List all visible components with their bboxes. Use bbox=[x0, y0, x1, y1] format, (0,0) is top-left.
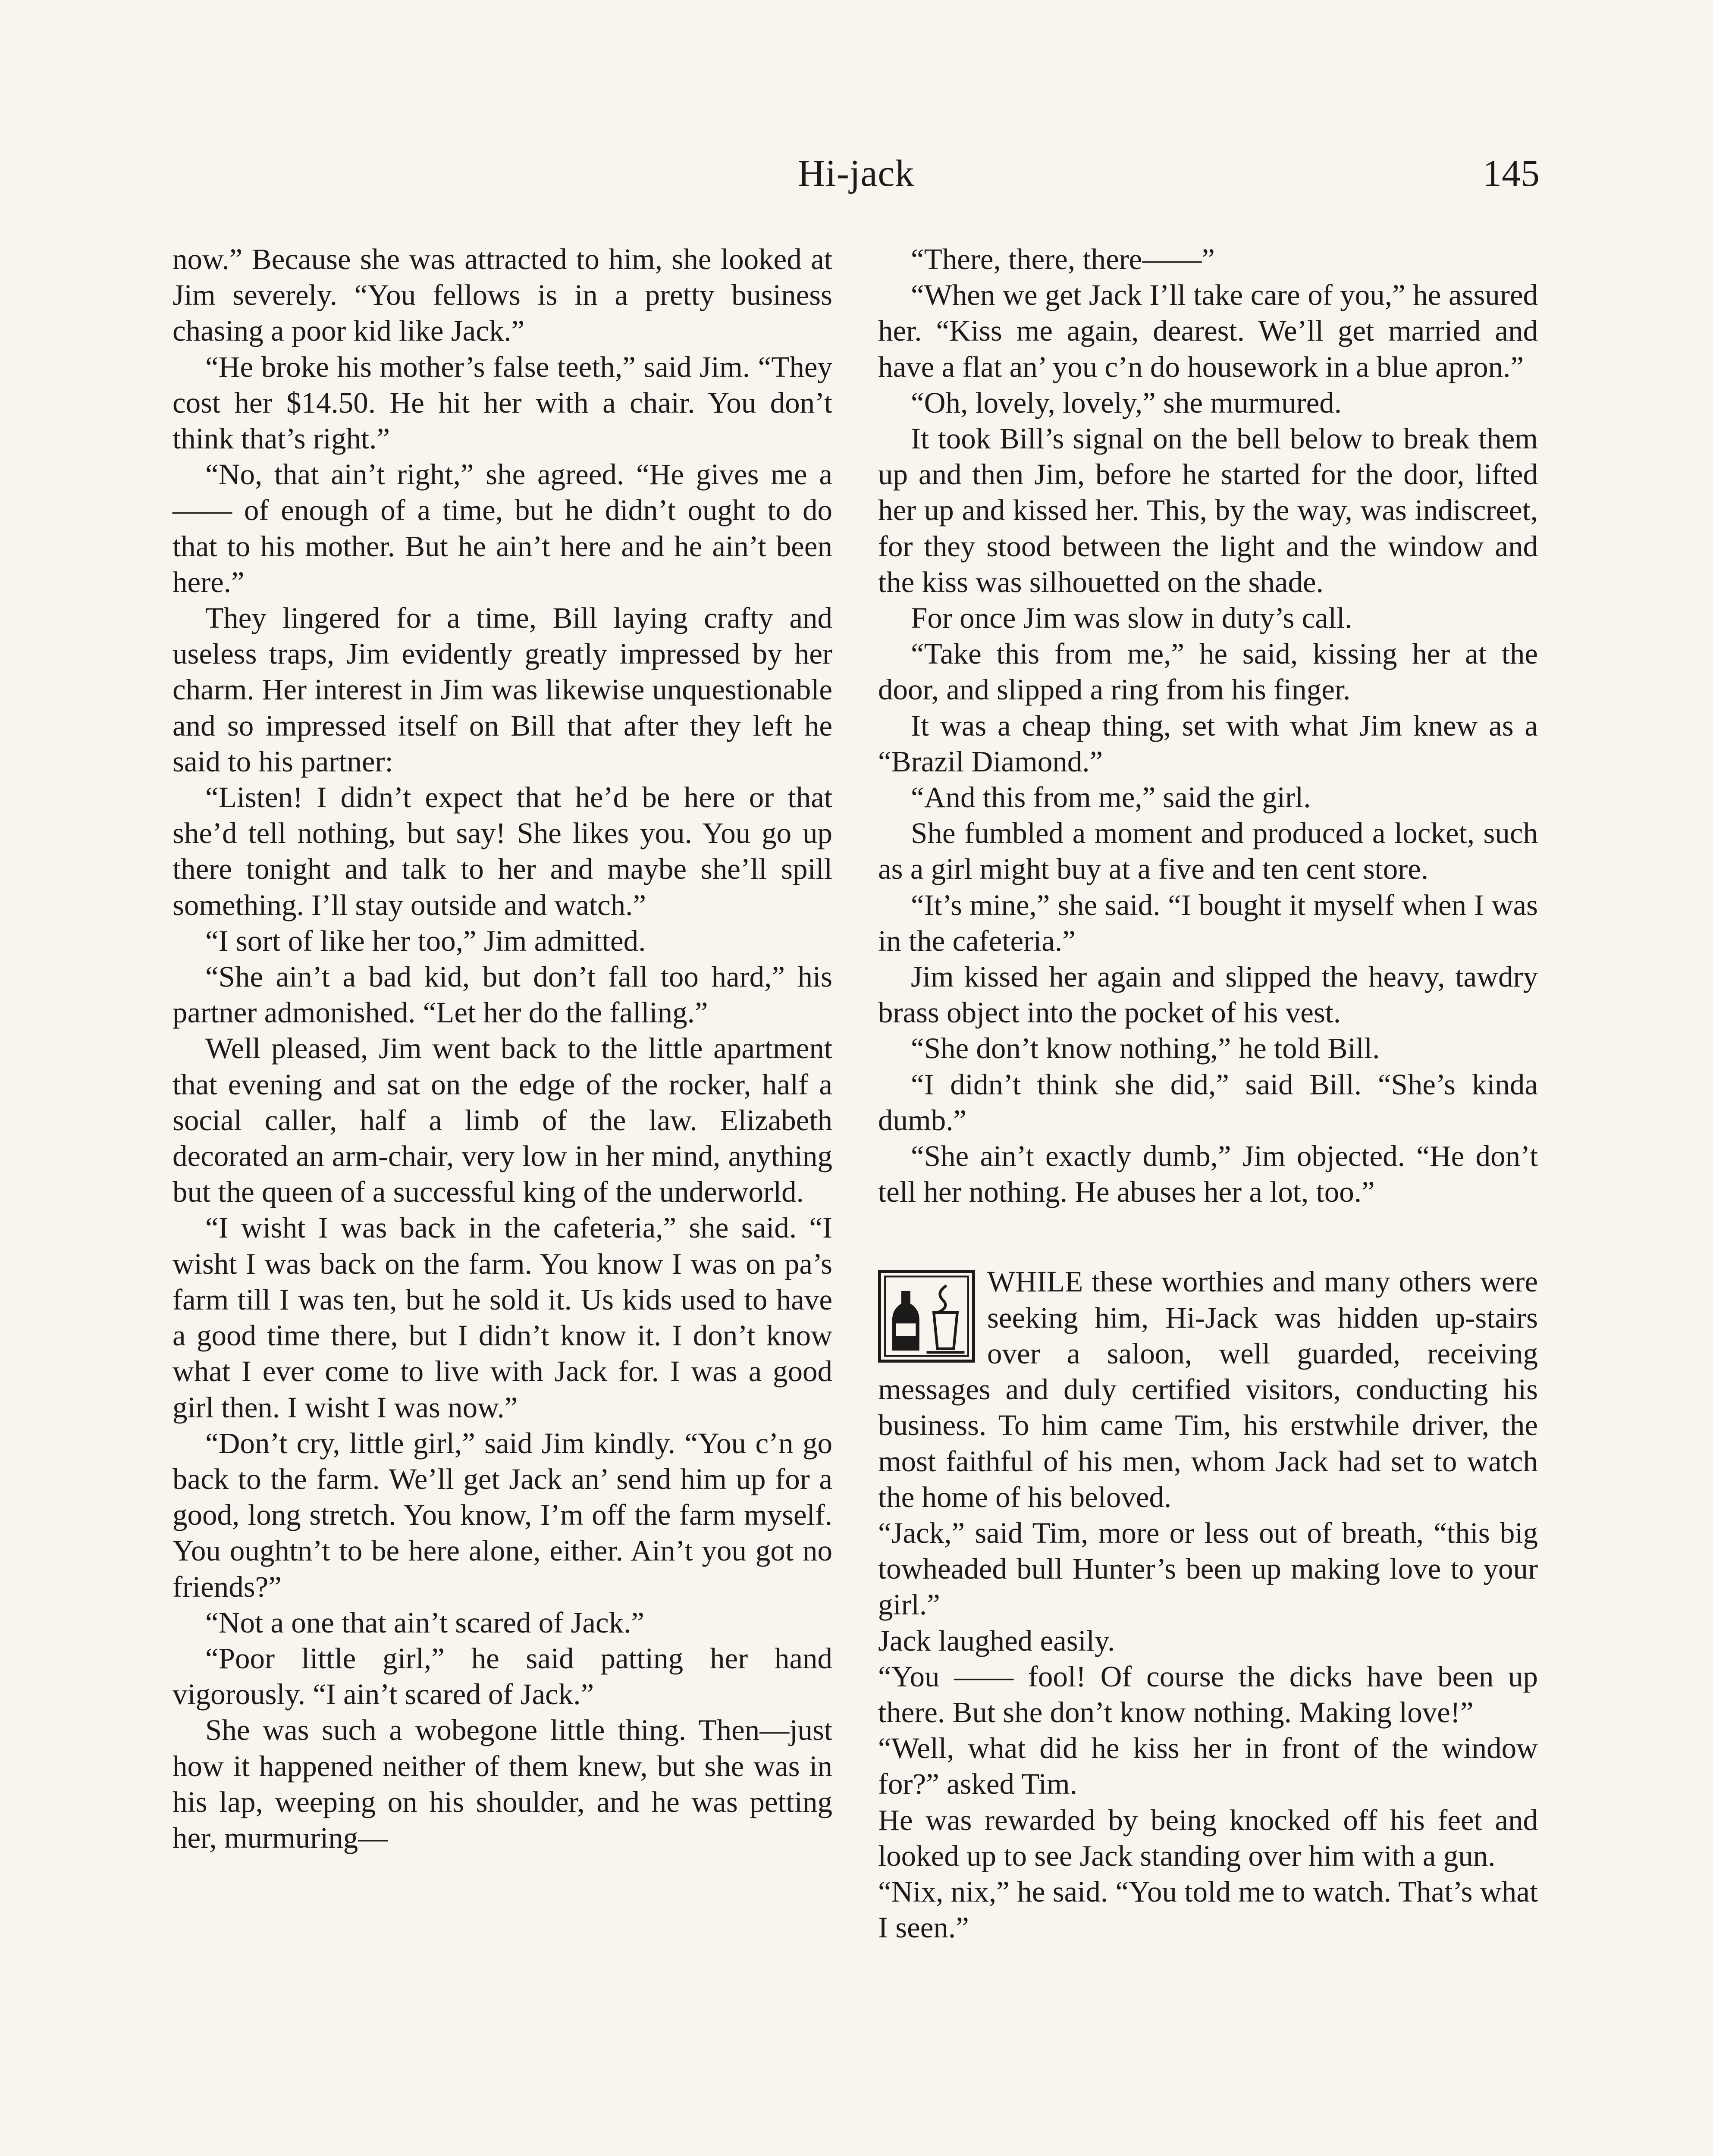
page-number: 145 bbox=[1483, 153, 1540, 194]
section-opening bbox=[878, 1264, 1538, 1946]
paragraph: It was a cheap thing, set with what Jim knew as a “Brazil Diamond.” bbox=[878, 709, 1538, 778]
paragraph: She fumbled a moment and produced a locket, such as a girl might buy at a five and ten cent store. bbox=[878, 817, 1538, 886]
paragraph: now.” Because she was attracted to him, she looked at Jim severely. “You fellows is in a pretty business chasing a poor kid like Jack.” bbox=[173, 243, 832, 348]
paragraph: They lingered for a time, Bill laying crafty and useless traps, Jim evidently greatly impressed by her charm. Her interest in Jim was likewise unquestionable and so impressed itself on Bill that after they left he said to his partner: bbox=[173, 602, 832, 778]
paragraph: Well pleased, Jim went back to the little apartment that evening and sat on the edge of the rocker, half a social caller, half a limb of the law. Elizabeth decorated an arm-chair, very low in her mind, anything but the queen of a successful king of the underworld. bbox=[173, 1032, 832, 1209]
paragraph: Jack laughed easily. bbox=[878, 1624, 1115, 1657]
paragraph: “I sort of like her too,” Jim admitted. bbox=[205, 924, 646, 957]
paragraph: “You —— fool! Of course the dicks have been up there. But she don’t know nothing. Making love!” bbox=[878, 1660, 1538, 1729]
right-column-part-1 bbox=[878, 241, 1538, 1210]
paragraph: “Not a one that ain’t scared of Jack.” bbox=[205, 1606, 644, 1639]
paragraph: “He broke his mother’s false teeth,” said Jim. “They cost her $14.50. He hit her with a chair. You don’t think that’s right.” bbox=[173, 350, 832, 455]
paragraph: “Poor little girl,” he said patting her hand vigorously. “I ain’t scared of Jack.” bbox=[173, 1642, 832, 1711]
paragraph: For once Jim was slow in duty’s call. bbox=[911, 602, 1352, 635]
paragraph: “Don’t cry, little girl,” said Jim kindly. “You c’n go back to the farm. We’ll get Jack an’ send him up for a good, long stretch. You know, I’m off the farm myself. You oughtn’t to be here alone, either. Ain’t you got no friends?” bbox=[173, 1426, 832, 1603]
paragraph: She was such a wobegone little thing. Then—just how it happened neither of them knew, but she was in his lap, weeping on his shoulder, and he was petting her, murmuring— bbox=[173, 1714, 832, 1854]
paragraph: “I wisht I was back in the cafeteria,” she said. “I wisht I was back on the farm. You know I was on pa’s farm till I was ten, but he sold it. Us kids used to have a good time there, but I didn’t know it. I don’t know what I ever come to live with Jack for. I was a good girl then. I wisht I was now.” bbox=[173, 1211, 832, 1424]
paragraph: “She ain’t exactly dumb,” Jim objected. “He don’t tell her nothing. He abuses her a lot, too.” bbox=[878, 1140, 1538, 1209]
paragraph: It took Bill’s signal on the bell below to break them up and then Jim, before he started for the door, lifted her up and kissed her. This, by the way, was indiscreet, for they stood between the light and the window and the kiss was silhouetted on the shade. bbox=[878, 422, 1538, 599]
paragraph: WHILE these worthies and many others were seeking him, Hi-Jack was hidden up-stairs over a saloon, well guarded, receiving messages and duly certified visitors, conducting his business. To him came Tim, his erstwhile driver, the most faithful of his men, whom Jack had set to watch the home of his beloved. bbox=[878, 1265, 1538, 1514]
paragraph: Jim kissed her again and slipped the heavy, tawdry brass object into the pocket of his vest. bbox=[878, 960, 1538, 1029]
section-break bbox=[878, 1210, 1538, 1264]
running-title: Hi-jack bbox=[797, 153, 915, 194]
paragraph: “Nix, nix,” he said. “You told me to watch. That’s what I seen.” bbox=[878, 1875, 1538, 1944]
right-column-part-2 bbox=[878, 1264, 1538, 1946]
paragraph: “Jack,” said Tim, more or less out of breath, “this big towheaded bull Hunter’s been up making love to your girl.” bbox=[878, 1516, 1538, 1621]
paragraph: “There, there, there——” bbox=[911, 243, 1215, 276]
right-column bbox=[878, 241, 1538, 1946]
left-column bbox=[173, 241, 832, 1856]
paragraph: “She don’t know nothing,” he told Bill. bbox=[911, 1032, 1380, 1065]
paragraph: “Oh, lovely, lovely,” she murmured. bbox=[911, 386, 1342, 419]
paragraph: “It’s mine,” she said. “I bought it myself when I was in the cafeteria.” bbox=[878, 888, 1538, 957]
paragraph: “When we get Jack I’ll take care of you,” he assured her. “Kiss me again, dearest. We’ll get married and have a flat an’ you c’n do housework in a blue apron.” bbox=[878, 279, 1538, 383]
paragraph: “And this from me,” said the girl. bbox=[911, 781, 1311, 814]
page-header bbox=[173, 152, 1540, 212]
paragraph: “She ain’t a bad kid, but don’t fall too hard,” his partner admonished. “Let her do the falling.” bbox=[173, 960, 832, 1029]
paragraph: He was rewarded by being knocked off his feet and looked up to see Jack standing over him with a gun. bbox=[878, 1803, 1538, 1872]
bottle-and-glass-icon bbox=[878, 1270, 975, 1363]
paragraph: “Well, what did he kiss her in front of the window for?” asked Tim. bbox=[878, 1732, 1538, 1801]
paragraph: “Listen! I didn’t expect that he’d be here or that she’d tell nothing, but say! She likes you. You go up there tonight and talk to her and maybe she’ll spill something. I’ll stay outside and watch.” bbox=[173, 781, 832, 921]
paragraph: “Take this from me,” he said, kissing her at the door, and slipped a ring from his finger. bbox=[878, 637, 1538, 706]
paragraph: “No, that ain’t right,” she agreed. “He gives me a —— of enough of a time, but he didn’t ought to do that to his mother. But he ain’t here and he ain’t been here.” bbox=[173, 458, 832, 599]
paragraph: “I didn’t think she did,” said Bill. “She’s kinda dumb.” bbox=[878, 1068, 1538, 1137]
